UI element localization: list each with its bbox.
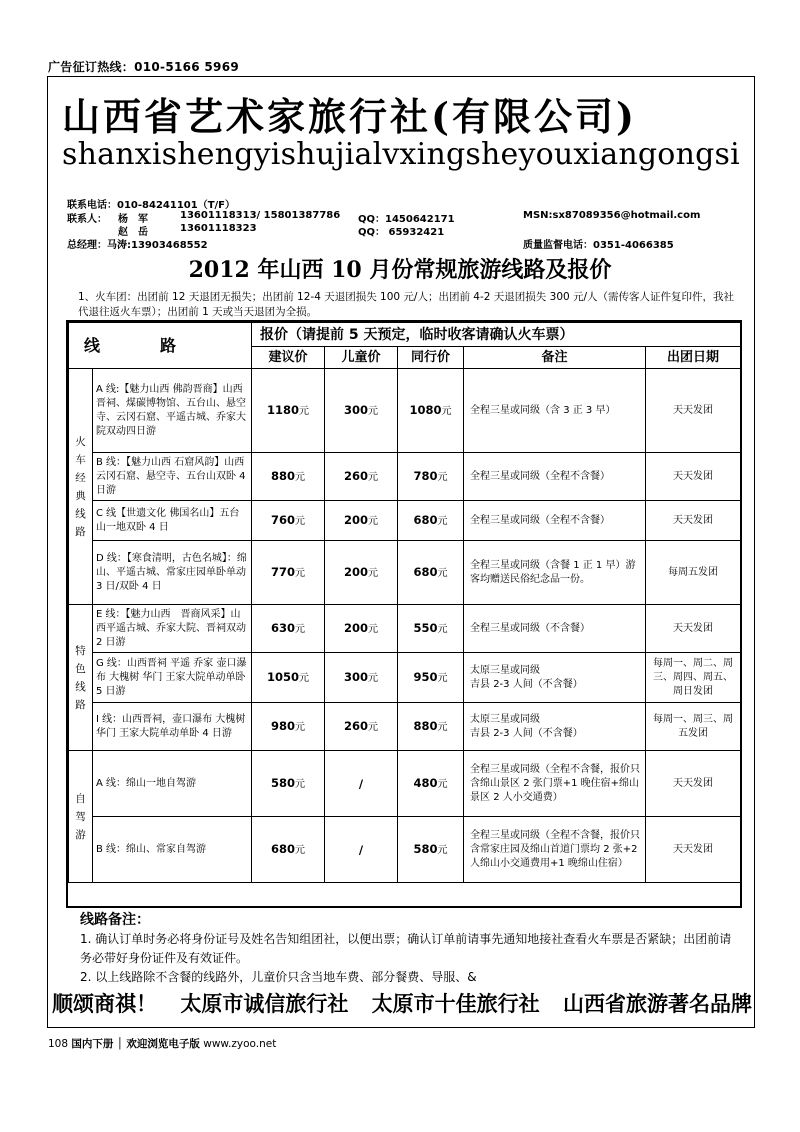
- price-cell: 580元: [252, 751, 325, 817]
- footer: 108 国内下册 │ 欢迎浏览电子版 www.zyoo.net: [48, 1038, 277, 1050]
- manager: 总经理：马涛:13903468552: [67, 240, 208, 251]
- col-peer-price: 同行价: [398, 347, 464, 369]
- note-cell: 全程三星或同级（全程不含餐，报价只含常家庄园及绵山首道门票均 2 张+2 人绵山小交通费用+1 晚绵山住宿）: [464, 817, 646, 883]
- col-child-price: 儿童价: [325, 347, 398, 369]
- contact1-phone: 13601118313/ 15801387786: [180, 210, 341, 221]
- price-cell: 1050元: [252, 653, 325, 703]
- table-row: [69, 501, 741, 541]
- slogan-top-ten-agency: 太原市十佳旅行社: [371, 991, 540, 1016]
- category-special: 特色线路: [69, 605, 93, 751]
- date-cell: 天天发团: [646, 751, 741, 817]
- footer-url[interactable]: www.zyoo.net: [203, 1038, 277, 1050]
- table-row: [69, 453, 741, 501]
- route-cell: D 线：【寒食清明，古色名城】：绵山、平遥古城、常家庄园单卧单动 3 日/双卧 4 日: [93, 541, 252, 605]
- main-title: 2012 年山西 10 月份常规旅游线路及报价: [188, 257, 612, 283]
- supervision-phone: 质量监督电话：0351-4066385: [523, 240, 674, 251]
- slogan-row: [52, 988, 752, 1018]
- date-cell: 天天发团: [646, 501, 741, 541]
- route-cell: B 线：绵山、常家自驾游: [93, 817, 252, 883]
- contact2-qq: QQ： 65932421: [358, 227, 445, 238]
- price-cell: 630元: [252, 605, 325, 653]
- slogan-honest-agency: 太原市诚信旅行社: [180, 991, 349, 1016]
- price-cell: 680元: [252, 817, 325, 883]
- price-cell: 980元: [252, 703, 325, 751]
- table-row: [69, 541, 741, 605]
- peer-price-cell: 480元: [398, 751, 464, 817]
- note-cell: 全程三星或同级（不含餐）: [464, 605, 646, 653]
- child-price-cell: 300元: [325, 653, 398, 703]
- route-cell: B 线：【魅力山西 石窟风韵】山西云冈石窟、悬空寺、五台山双卧 4 日游: [93, 453, 252, 501]
- peer-price-cell: 680元: [398, 501, 464, 541]
- route-cell: C 线【世遗文化 佛国名山】五台山一地双卧 4 日: [93, 501, 252, 541]
- col-remarks: 备注: [464, 347, 646, 369]
- peer-price-cell: 550元: [398, 605, 464, 653]
- child-price-cell: 200元: [325, 541, 398, 605]
- route-cell: A 线:【魅力山西 佛韵晋商】山西晋祠、煤碳博物馆、五台山、悬空寺、云冈石窟、平遥古城、乔家大院双动四日游: [93, 369, 252, 453]
- note-cell: 全程三星或同级（全程不含餐，报价只含绵山景区 2 张门票+1 晚住宿+绵山景区 2 人小交通费）: [464, 751, 646, 817]
- table-row: [69, 369, 741, 453]
- price-header: 报价（请提前 5 天预定，临时收客请确认火车票）: [252, 323, 741, 347]
- child-price-cell: 300元: [325, 369, 398, 453]
- table-row: [69, 751, 741, 817]
- footer-section: 国内下册: [71, 1038, 114, 1050]
- table-row: [69, 703, 741, 751]
- note-cell: 全程三星或同级（含 3 正 3 早）: [464, 369, 646, 453]
- company-pinyin: shanxishengyishujialvxingsheyouxiangongsi: [62, 137, 740, 172]
- footer-welcome: 欢迎浏览电子版: [126, 1038, 200, 1050]
- table-row: [69, 817, 741, 883]
- slogan-famous-brand: 山西省旅游著名品牌: [562, 991, 752, 1016]
- price-cell: 760元: [252, 501, 325, 541]
- date-cell: 每周一、周二、周三、周四、周五、周日发团: [646, 653, 741, 703]
- date-cell: 天天发团: [646, 369, 741, 453]
- note-cell: 全程三星或同级（全程不含餐）: [464, 453, 646, 501]
- routes-table: [66, 320, 742, 908]
- category-self-drive: 自驾游: [69, 751, 93, 883]
- route-cell: A 线：绵山一地自驾游: [93, 751, 252, 817]
- page-number: 108: [48, 1038, 69, 1050]
- note-cell: 全程三星或同级（含餐 1 正 1 早）游客均赠送民俗纪念品一份。: [464, 541, 646, 605]
- route-note-1: 1. 确认订单时务必将身份证号及姓名告知组团社，以便出票；确认订单前请事先通知地接社查看火车票是否紧缺；出团前请务必带好身份证件及有效证件。: [80, 932, 732, 965]
- price-cell: 770元: [252, 541, 325, 605]
- route-cell: I 线：山西晋祠，壶口瀑布 大槐树 华门 王家大院单动单卧 4 日游: [93, 703, 252, 751]
- route-cell: E 线：【魅力山西 晋商风采】山西平遥古城、乔家大院、晋祠双动 2 日游: [93, 605, 252, 653]
- child-price-cell: 260元: [325, 453, 398, 501]
- peer-price-cell: 950元: [398, 653, 464, 703]
- date-cell: 每周一、周三、周五发团: [646, 703, 741, 751]
- peer-price-cell: 680元: [398, 541, 464, 605]
- date-cell: 天天发团: [646, 453, 741, 501]
- msn: MSN:sx87089356@hotmail.com: [523, 210, 701, 221]
- price-cell: 880元: [252, 453, 325, 501]
- contact2-phone: 13601118323: [180, 223, 257, 234]
- child-price-cell: /: [325, 817, 398, 883]
- contact1-qq: QQ：1450642171: [358, 214, 455, 225]
- child-price-cell: 200元: [325, 501, 398, 541]
- route-notes: [80, 930, 740, 987]
- ad-hotline: 广告征订热线：010-5166 5969: [48, 60, 240, 74]
- slogan-greeting: 顺颂商祺！: [52, 991, 157, 1016]
- category-train: 火车经典线路: [69, 369, 93, 605]
- child-price-cell: /: [325, 751, 398, 817]
- contact2-name: 赵 岳: [118, 227, 148, 238]
- contact-person-label: 联系人：: [67, 214, 107, 225]
- date-cell: 每周五发团: [646, 541, 741, 605]
- company-name: 山西省艺术家旅行社(有限公司): [62, 94, 637, 139]
- refund-note: 1、火车团：出团前 12 天退团无损失；出团前 12-4 天退团损失 100 元/人；出团前 4-2 天退团损失 300 元/人（需传客人证件复印件，我社代退往返火车票）；出团前 1 天或当天退团为全损。: [78, 291, 735, 318]
- child-price-cell: 260元: [325, 703, 398, 751]
- note-cell: 全程三星或同级（全程不含餐）: [464, 501, 646, 541]
- col-suggested-price: 建议价: [252, 347, 325, 369]
- table-row: [69, 605, 741, 653]
- child-price-cell: 200元: [325, 605, 398, 653]
- peer-price-cell: 580元: [398, 817, 464, 883]
- contact1-name: 杨 军: [118, 214, 148, 225]
- note-cell: 太原三星或同级 吉县 2-3 人间（不含餐）: [464, 653, 646, 703]
- contact-phone: 联系电话：010-84241101（T/F）: [67, 200, 235, 211]
- route-notes-title: 线路备注：: [80, 912, 150, 928]
- price-cell: 1180元: [252, 369, 325, 453]
- date-cell: 天天发团: [646, 817, 741, 883]
- table-row: [69, 653, 741, 703]
- note-cell: 太原三星或同级 吉县 2-3 人间（不含餐）: [464, 703, 646, 751]
- date-cell: 天天发团: [646, 605, 741, 653]
- peer-price-cell: 880元: [398, 703, 464, 751]
- route-cell: G 线：山西晋祠 平遥 乔家 壶口瀑布 大槐树 华门 王家大院单动单卧 5 日游: [93, 653, 252, 703]
- peer-price-cell: 1080元: [398, 369, 464, 453]
- route-note-2: 2. 以上线路除不含餐的线路外，儿童价只含当地车费、部分餐费、导服、&: [80, 970, 477, 984]
- peer-price-cell: 780元: [398, 453, 464, 501]
- route-header: 线路: [69, 323, 252, 369]
- col-departure-date: 出团日期: [646, 347, 741, 369]
